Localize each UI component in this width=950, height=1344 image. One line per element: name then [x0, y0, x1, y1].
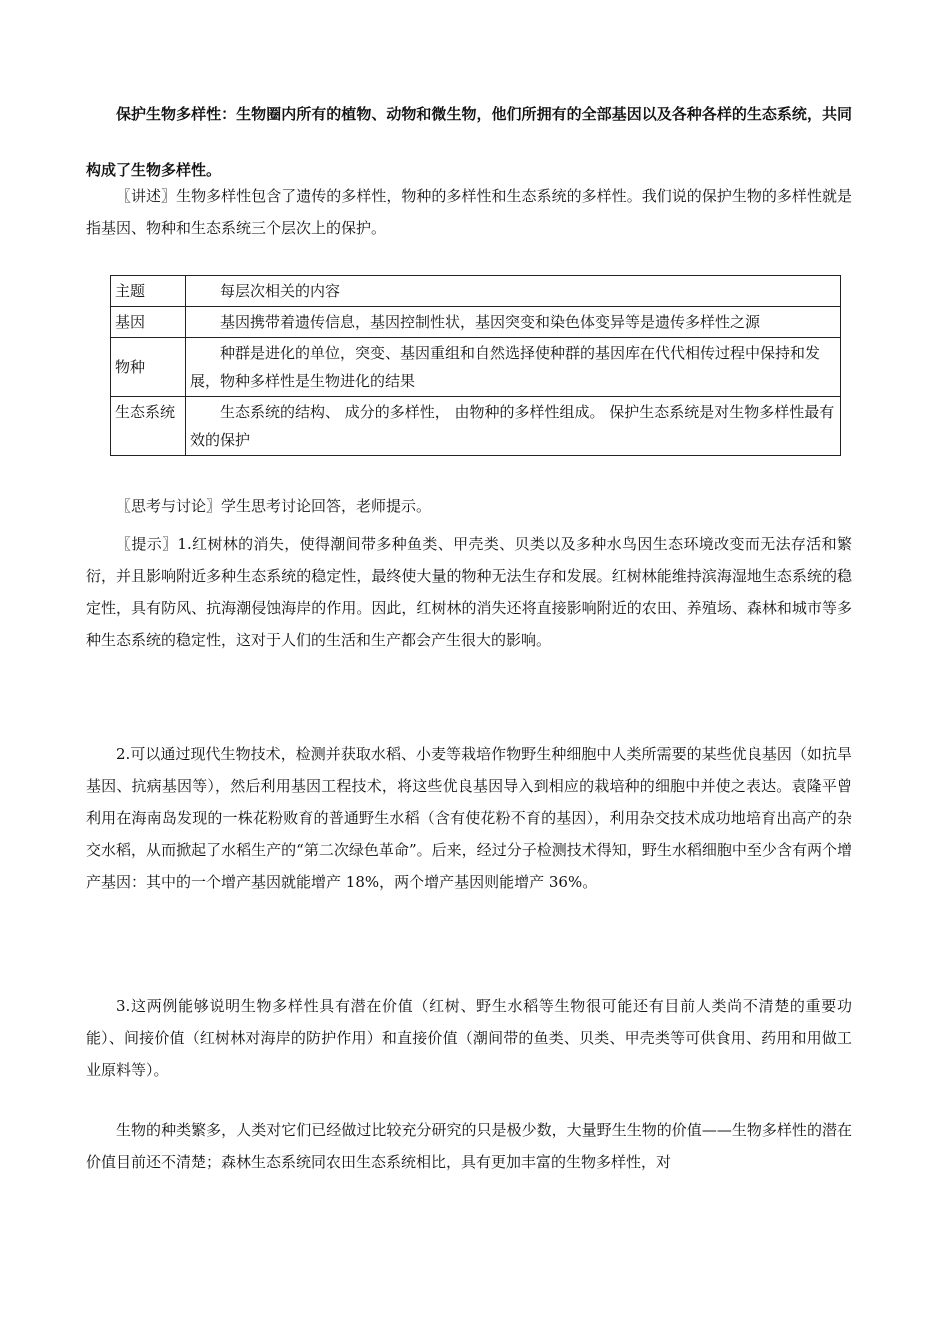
biodiversity-levels-table — [110, 275, 841, 456]
closing-paragraph: 生物的种类繁多，人类对它们已经做过比较充分研究的只是极少数，大量野生生物的价值——生物多样性的潜在价值目前还不清楚；森林生态系统同农田生态系统相比，具有更加丰富的生物多样性，对 — [86, 1121, 852, 1171]
table-row — [111, 338, 841, 397]
discussion-prompt: 〖思考与讨论〗学生思考讨论回答，老师提示。 — [116, 497, 432, 515]
table-cell-topic: 生态系统 — [111, 397, 186, 456]
table-cell-topic: 基因 — [111, 307, 186, 338]
table-header-row — [111, 276, 841, 307]
table-cell-topic: 物种 — [111, 338, 186, 397]
table-cell-content: 生态系统的结构、 成分的多样性， 由物种的多样性组成。 保护生态系统是对生物多样性最有效的保护 — [186, 397, 841, 456]
table-header-content: 每层次相关的内容 — [186, 276, 841, 307]
definition-paragraph: 保护生物多样性：生物圈内所有的植物、动物和微生物，他们所拥有的全部基因以及各种各样的生态系统，共同构成了生物多样性。 — [86, 105, 852, 179]
table-cell-content: 种群是进化的单位，突变、基因重组和自然选择使种群的基因库在代代相传过程中保持和发展，物种多样性是生物进化的结果 — [186, 338, 841, 397]
table-row — [111, 397, 841, 456]
lecture-paragraph: 〖讲述〗生物多样性包含了遗传的多样性，物种的多样性和生态系统的多样性。我们说的保护生物的多样性就是指基因、物种和生态系统三个层次上的保护。 — [86, 187, 852, 237]
table-cell-content: 基因携带着遗传信息，基因控制性状，基因突变和染色体变异等是遗传多样性之源 — [186, 307, 841, 338]
hint-paragraph-2: 2.可以通过现代生物技术，检测并获取水稻、小麦等栽培作物野生种细胞中人类所需要的某些优良基因（如抗旱基因、抗病基因等），然后利用基因工程技术，将这些优良基因导入到相应的栽培种的细胞中并使之表达。袁隆平曾利用在海南岛发现的一株花粉败育的普通野生水稻（含有使花粉不育的基因），利用杂交技术成功地培育出高产的杂交水稻，从而掀起了水稻生产的“第二次绿色革命”。后来，经过分子检测技术得知，野生水稻细胞中至少含有两个增产基因：其中的一个增产基因就能增产 18%，两个增产基因则能增产 36%。 — [86, 745, 852, 891]
table-header-topic: 主题 — [111, 276, 186, 307]
hint-paragraph-1: 〖提示〗1.红树林的消失，使得潮间带多种鱼类、甲壳类、贝类以及多种水鸟因生态环境改变而无法存活和繁衍，并且影响附近多种生态系统的稳定性，最终使大量的物种无法生存和发展。红树林能维持滨海湿地生态系统的稳定性，具有防风、抗海潮侵蚀海岸的作用。因此，红树林的消失还将直接影响附近的农田、养殖场、森林和城市等多种生态系统的稳定性，这对于人们的生活和生产都会产生很大的影响。 — [86, 535, 852, 649]
hint-paragraph-3: 3.这两例能够说明生物多样性具有潜在价值（红树、野生水稻等生物很可能还有目前人类尚不清楚的重要功能）、间接价值（红树林对海岸的防护作用）和直接价值（潮间带的鱼类、贝类、甲壳类等可供食用、药用和用做工业原料等）。 — [86, 997, 852, 1079]
table-row — [111, 307, 841, 338]
